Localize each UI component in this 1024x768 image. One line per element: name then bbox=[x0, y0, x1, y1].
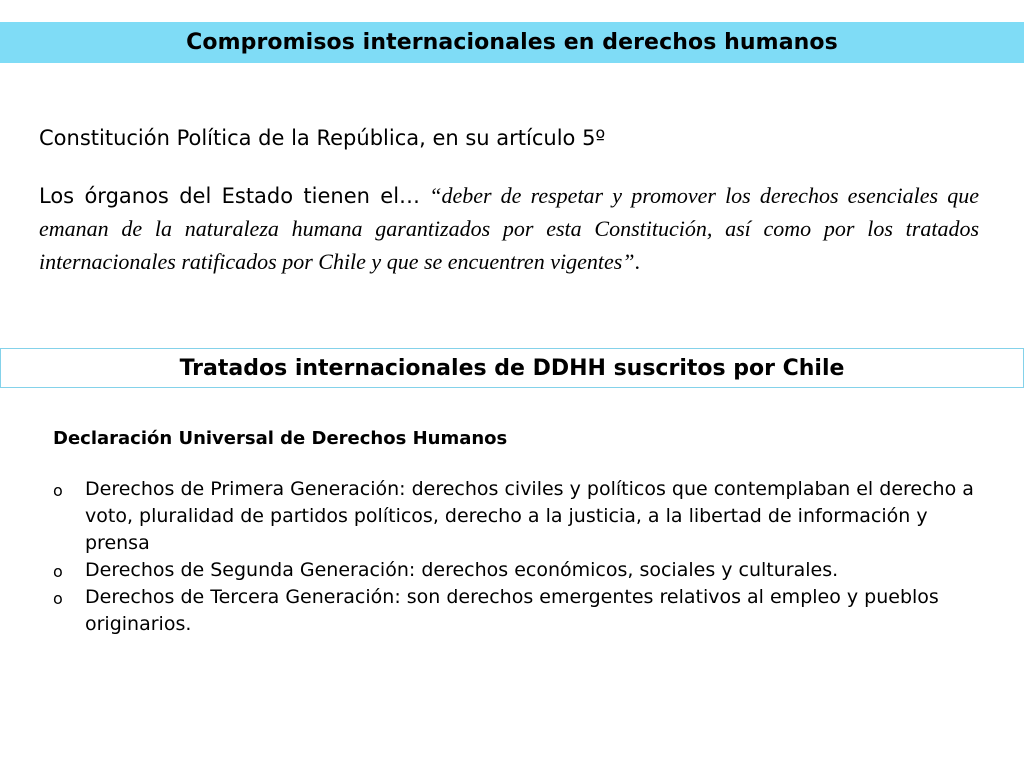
list-item bbox=[53, 557, 993, 584]
circle-bullet-icon: o bbox=[53, 589, 63, 608]
constitution-block bbox=[39, 123, 979, 279]
list-item-text: Derechos de Segunda Generación: derechos económicos, sociales y culturales. bbox=[85, 559, 839, 581]
constitution-heading: Constitución Política de la República, en su artículo 5º bbox=[39, 126, 606, 150]
list-item bbox=[53, 584, 993, 638]
constitution-quote-paragraph bbox=[39, 180, 979, 279]
list-item-text: Derechos de Primera Generación: derechos civiles y políticos que contemplaban el derecho a voto, pluralidad de partidos políticos, derecho a la justicia, a la libertad de información y prensa bbox=[85, 478, 974, 554]
constitution-quote-end: . bbox=[634, 249, 641, 274]
udhr-heading: Declaración Universal de Derechos Humanos bbox=[53, 428, 508, 449]
section-title: Tratados internacionales de DDHH suscritos por Chile bbox=[179, 355, 845, 381]
circle-bullet-icon: o bbox=[53, 481, 63, 500]
udhr-block bbox=[53, 426, 993, 638]
generation-list bbox=[53, 476, 993, 638]
list-item-text: Derechos de Tercera Generación: son derechos emergentes relativos al empleo y pueblos originarios. bbox=[85, 586, 939, 635]
constitution-quote-text: “deber de respetar y promover los derechos esenciales que emanan de la naturaleza humana garantizados por esta Constitución, así como por los tratados internacionales ratificados por Chile y que se encuentren vigentes” bbox=[39, 183, 979, 274]
header-banner bbox=[0, 22, 1024, 63]
page-title: Compromisos internacionales en derechos humanos bbox=[186, 30, 838, 55]
constitution-lead-text: Los órganos del Estado tienen el… bbox=[39, 184, 421, 208]
list-item bbox=[53, 476, 993, 557]
circle-bullet-icon: o bbox=[53, 562, 63, 581]
section-banner bbox=[0, 348, 1024, 388]
